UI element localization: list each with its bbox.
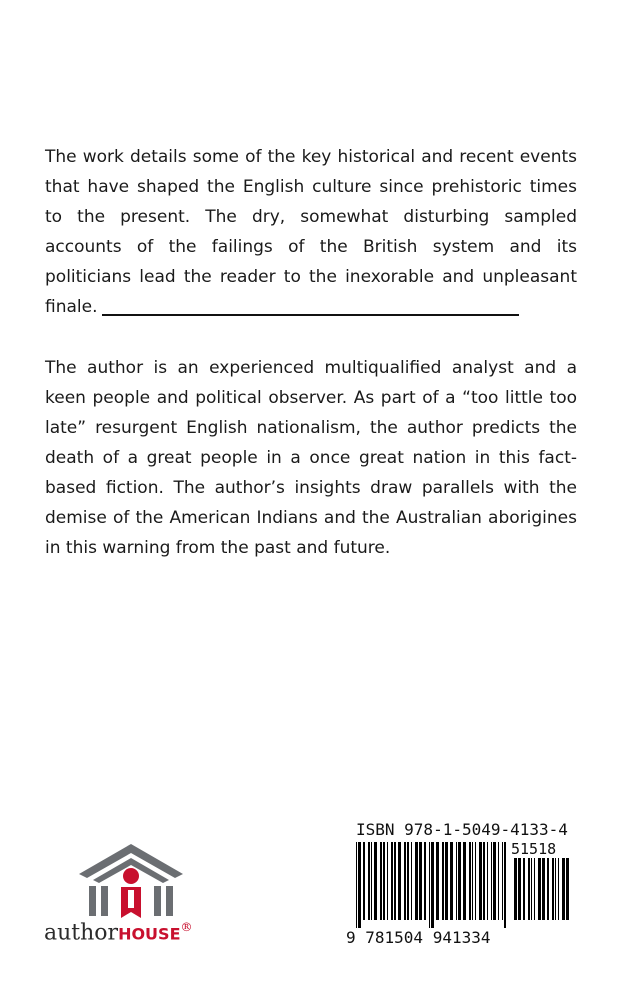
barcode-bar [514,858,517,920]
barcode-bar [534,858,535,920]
barcode-bar [404,842,406,920]
price-addon-bars [514,858,574,928]
barcode-bar [502,842,503,920]
isbn-label: ISBN 978-1-5049-4133-4 [356,820,568,839]
price-code: 51518 [511,840,557,858]
barcode-bar [387,842,388,920]
publisher-name-suffix: HOUSE [118,924,181,944]
barcode-bar [391,842,393,920]
barcode-bar [442,842,444,920]
barcode-bar [374,842,377,920]
ean-barcode-bars [356,842,508,928]
barcode-bar [562,858,565,920]
barcode-bar [472,842,473,920]
barcode-bar [542,858,545,920]
barcode-bar [479,842,482,920]
registered-mark: ® [180,920,193,934]
barcode-bar [483,842,485,920]
barcode-bar [531,858,532,920]
barcode-bar [558,858,559,920]
barcode-bar [394,842,396,920]
barcode-bar [371,842,372,920]
publisher-name-prefix: author [44,920,119,946]
barcode-bar [555,858,556,920]
barcode-bar [445,842,448,920]
barcode-bar [463,842,466,920]
blurb-paragraph-2: The author is an experienced multiqualified analyst and a keen people and political observer. As part of a “too little too late” resurgent English nationalism, the author predicts the death of a great people in a once great nation in this fact-based fiction. The author’s insights draw parallels with the demise of the American Indians and the Australian aborigines in this warning from the past and future. [45,358,577,558]
blurb-paragraph-1: The work details some of the key historical and recent events that have shaped the English culture since prehistoric times to the present. The dry, somewhat disturbing sampled accounts of the failings of the British system and its politicians lead the reader to the inexorable and unpleasant finale. [45,147,577,317]
barcode-bar [363,842,365,920]
barcode-bar [552,858,554,920]
barcode-bar [493,842,496,920]
barcode-bar [491,842,492,920]
ean-digits: 9 781504 941334 [346,928,491,947]
barcode-bar [383,842,385,920]
barcode-bar [431,842,434,928]
barcode-bar [518,858,521,920]
barcode-bar [415,842,418,920]
barcode-bar [487,842,488,920]
barcode-bar [398,842,401,920]
barcode-bar [429,842,430,928]
barcode-bar [380,842,382,920]
barcode-bar [419,842,422,920]
barcode-bar [528,858,530,920]
barcode-bar [356,842,357,928]
barcode-bar [475,842,476,920]
section-divider [102,314,519,316]
barcode-bar [450,842,453,920]
barcode-bar [523,858,525,920]
barcode-bar [358,842,361,928]
barcode-bar [368,842,370,920]
barcode-bar [538,858,541,920]
isbn-barcode [346,820,576,950]
barcode-bar [407,842,409,920]
barcode-bar [469,842,471,920]
barcode-bar [504,842,506,928]
barcode-bar [411,842,412,920]
barcode-bar [456,842,457,920]
barcode-bar [458,842,461,920]
publisher-wordmark [44,920,193,945]
barcode-bar [424,842,426,920]
publisher-logo [44,842,214,952]
house-person-icon [71,842,191,920]
barcode-bar [547,858,549,920]
barcode-bar [566,858,569,920]
barcode-bar [498,842,499,920]
barcode-bar [436,842,439,920]
